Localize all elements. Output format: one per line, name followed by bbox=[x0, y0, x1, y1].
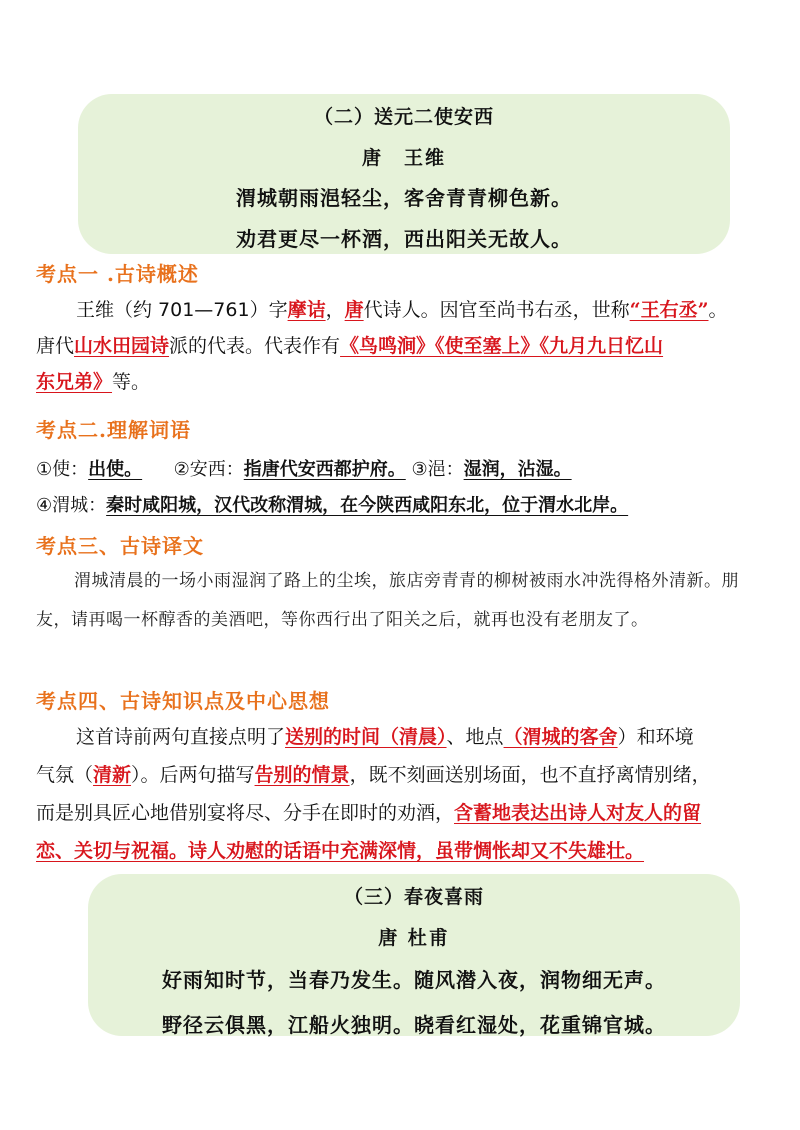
highlight: 恋、关切与祝福。诗人劝慰的话语中充满深情，虽带惆怅却又不失雄壮。 bbox=[36, 840, 645, 862]
text: 气氛（ bbox=[36, 764, 94, 786]
text: ， bbox=[325, 299, 345, 321]
highlight: 山水田园诗 bbox=[74, 335, 170, 357]
poem-author: 唐 王维 bbox=[361, 147, 446, 169]
text: 唐代 bbox=[36, 335, 75, 357]
vocab-definition: 指唐代安西都护府。 bbox=[243, 459, 406, 480]
central-idea-line1 bbox=[36, 719, 766, 755]
vocab-term: ①使： bbox=[36, 459, 89, 480]
text: 派的代表。代表作有 bbox=[169, 335, 341, 357]
text: 、地点 bbox=[446, 726, 504, 748]
poem-line: 野径云俱黑，江船火独明。晓看红湿处，花重锦官城。 bbox=[162, 1013, 666, 1037]
text: 等。 bbox=[112, 371, 151, 393]
vocab-definition: 湿润，沾湿。 bbox=[463, 459, 572, 480]
highlight: 摩诘 bbox=[287, 299, 326, 321]
vocab-definition: 秦时咸阳城，汉代改称渭城，在今陕西咸阳东北，位于渭水北岸。 bbox=[106, 495, 629, 516]
highlight: 唐 bbox=[344, 299, 364, 321]
text: 。 bbox=[708, 299, 728, 321]
text: 王维（约 701—761）字 bbox=[76, 299, 288, 321]
highlight: （渭城的客舍 bbox=[503, 726, 618, 748]
section-heading-central-idea: 考点四、古诗知识点及中心思想 bbox=[36, 689, 330, 713]
highlight: “王右丞” bbox=[629, 299, 709, 321]
overview-paragraph bbox=[36, 292, 766, 328]
highlight: 《鸟鸣涧》《使至塞上》《九月九日忆山 bbox=[340, 335, 664, 357]
text: 而是别具匠心地借别宴将尽、分手在即时的劝酒， bbox=[36, 802, 455, 824]
poem-card-chun-ye-xi-yu bbox=[88, 874, 740, 1036]
poem-author: 唐 杜甫 bbox=[378, 927, 450, 949]
text: 这首诗前两句直接点明了 bbox=[76, 726, 286, 748]
poem-card-song-yuan-er bbox=[78, 94, 730, 254]
vocab-term: ③浥： bbox=[411, 459, 464, 480]
poem-line: 好雨知时节，当春乃发生。随风潜入夜，润物细无声。 bbox=[162, 968, 666, 992]
text: ，既不刻画送别场面，也不直抒离情别绪， bbox=[349, 764, 711, 786]
highlight: 清新 bbox=[93, 764, 132, 786]
section-heading-vocabulary: 考点二.理解词语 bbox=[36, 418, 191, 442]
translation-paragraph: 渭城清晨的一场小雨湿润了路上的尘埃，旅店旁青青的柳树被雨水冲洗得格外清新。朋友，请再喝一杯醇香的美酒吧，等你西行出了阳关之后，就再也没有老朋友了。 bbox=[36, 571, 739, 630]
poem-line: 渭城朝雨浥轻尘，客舍青青柳色新。 bbox=[236, 186, 572, 210]
highlight: 含蓄地表达出诗人对友人的留 bbox=[454, 802, 702, 824]
poem-line: 劝君更尽一杯酒，西出阳关无故人。 bbox=[236, 227, 572, 251]
section-heading-translation: 考点三、古诗译文 bbox=[36, 534, 204, 558]
poem-title: （三）春夜喜雨 bbox=[343, 886, 484, 908]
text: 代诗人。因官至尚书右丞，世称 bbox=[363, 299, 630, 321]
vocab-row-1 bbox=[36, 455, 572, 481]
poem-title: （二）送元二使安西 bbox=[313, 106, 494, 128]
vocab-term: ④渭城： bbox=[36, 495, 107, 516]
central-idea-line3 bbox=[36, 795, 766, 831]
highlight: 送别的时间（清晨） bbox=[285, 726, 447, 748]
section-heading-overview: 考点一 .古诗概述 bbox=[36, 262, 199, 286]
vocab-term: ②安西： bbox=[173, 459, 244, 480]
highlight: 告别的情景 bbox=[254, 764, 350, 786]
text: ）和环境 bbox=[617, 726, 694, 748]
vocab-row-2 bbox=[36, 491, 628, 517]
highlight: 东兄弟》 bbox=[36, 371, 113, 393]
overview-paragraph-line3 bbox=[36, 364, 766, 400]
central-idea-line4 bbox=[36, 833, 766, 869]
central-idea-line2 bbox=[36, 757, 766, 793]
overview-paragraph-line2 bbox=[36, 328, 766, 364]
vocab-definition: 出使。 bbox=[88, 459, 143, 480]
text: ）。后两句描写 bbox=[131, 764, 255, 786]
